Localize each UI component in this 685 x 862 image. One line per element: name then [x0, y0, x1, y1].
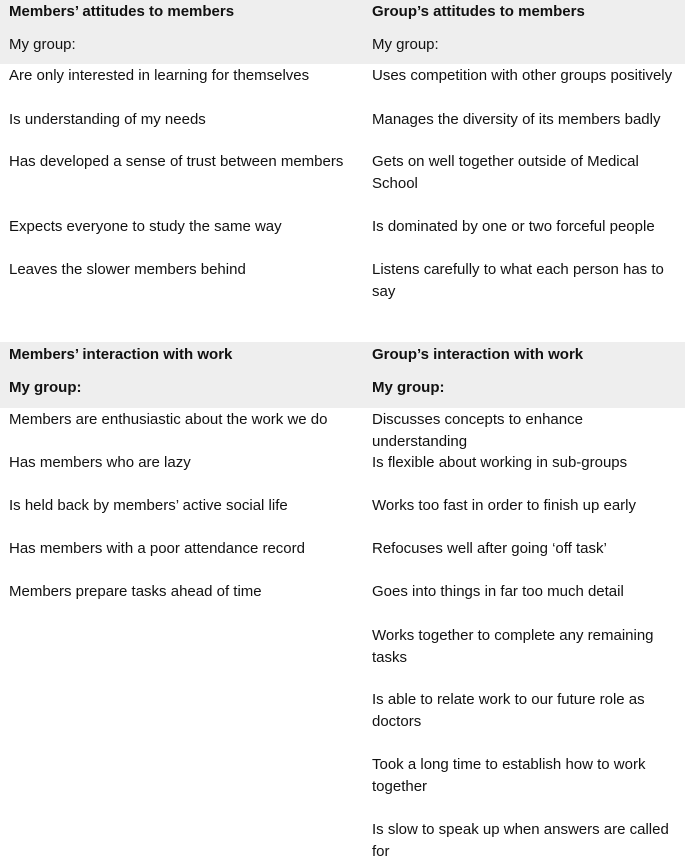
list-item: Took a long time to establish how to work together	[372, 756, 646, 795]
list-item: Has developed a sense of trust between members	[9, 153, 344, 170]
list-item: Has members with a poor attendance record	[9, 540, 305, 557]
section1-left-header: Members’ attitudes to members	[9, 3, 235, 20]
list-item: Is slow to speak up when answers are called for	[372, 821, 669, 860]
list-item: Goes into things in far too much detail	[372, 583, 624, 600]
list-item: Members prepare tasks ahead of time	[9, 583, 262, 600]
list-item: Works together to complete any remaining tasks	[372, 627, 654, 666]
list-item: Discusses concepts to enhance understanding	[372, 411, 583, 450]
section2-right-header: Group’s interaction with work	[372, 346, 584, 363]
section2-right-subheader: My group:	[372, 379, 445, 396]
list-item: Expects everyone to study the same way	[9, 218, 282, 235]
list-item: Is flexible about working in sub-groups	[372, 454, 628, 471]
section2-header	[0, 342, 685, 408]
list-item: Manages the diversity of its members badly	[372, 111, 661, 128]
list-item: Gets on well together outside of Medical School	[372, 153, 639, 192]
list-item: Refocuses well after going ‘off task’	[372, 540, 607, 557]
list-item: Is held back by members’ active social life	[9, 497, 288, 514]
list-item: Is dominated by one or two forceful people	[372, 218, 655, 235]
list-item: Leaves the slower members behind	[9, 261, 246, 278]
section1-right-subheader: My group:	[372, 36, 439, 53]
list-item: Is understanding of my needs	[9, 111, 206, 128]
section1-header	[0, 0, 685, 64]
list-item: Is able to relate work to our future role as doctors	[372, 691, 645, 730]
section1-left-subheader: My group:	[9, 36, 76, 53]
list-item: Uses competition with other groups positively	[372, 67, 673, 84]
section1-right-header: Group’s attitudes to members	[372, 3, 585, 20]
list-item: Has members who are lazy	[9, 454, 191, 471]
list-item: Works too fast in order to finish up early	[372, 497, 637, 514]
list-item: Listens carefully to what each person has to say	[372, 261, 664, 300]
section2-left-header: Members’ interaction with work	[9, 346, 233, 363]
list-item: Members are enthusiastic about the work we do	[9, 411, 328, 428]
list-item: Are only interested in learning for themselves	[9, 67, 310, 84]
section2-left-subheader: My group:	[9, 379, 82, 396]
